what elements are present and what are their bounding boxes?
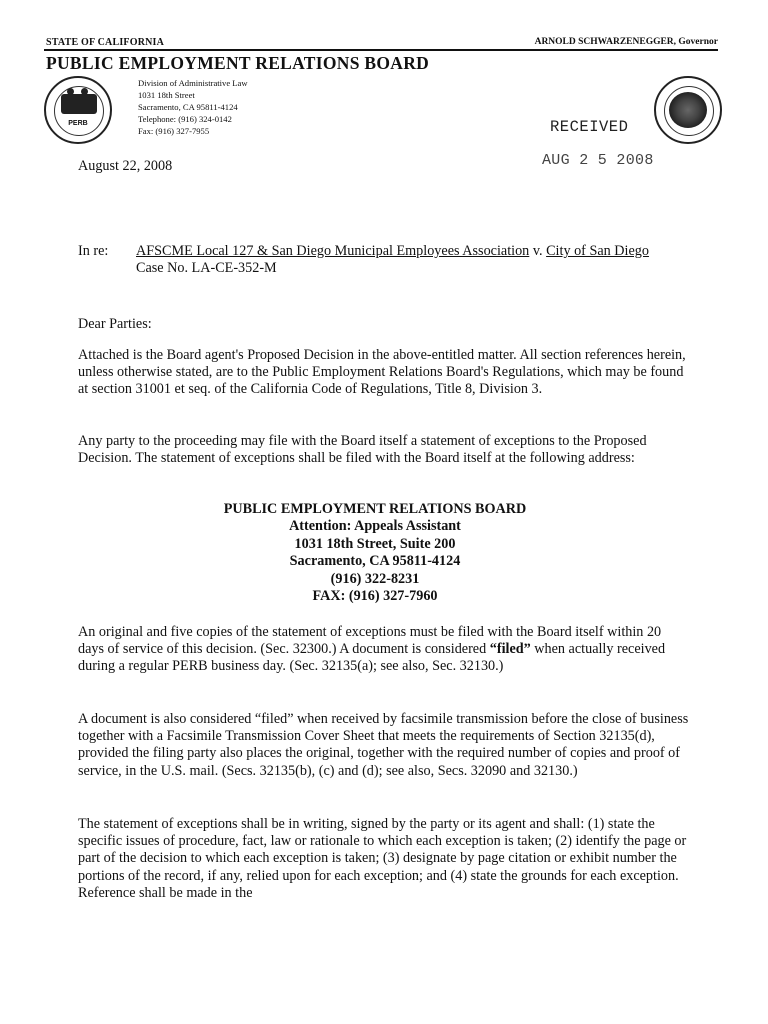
- case-number: Case No. LA-CE-352-M: [136, 260, 277, 277]
- paragraph-exception-requirements: The statement of exceptions shall be in writing, signed by the party or its agent and shall: (1) state the specific issues of procedure, fact, law or rationale to which each exception is taken; (2) identify the page or part of the decision to which each exception is taken; (3) designate by page citation or exhibit number the portions of the record, if any, relied upon for each exception; and (4) state the grounds for each exception. Reference shall be made in the: [78, 816, 687, 901]
- letter-date: August 22, 2008: [78, 158, 173, 174]
- header-rule: [44, 49, 718, 51]
- perb-seal-label: PERB: [68, 120, 88, 127]
- filing-address-line: FAX: (916) 327-7960: [312, 588, 438, 605]
- received-stamp: RECEIVED: [550, 118, 629, 136]
- office-address: [138, 77, 248, 137]
- office-fax: Fax: (916) 327-7955: [138, 126, 210, 136]
- filing-address-line: Attention: Appeals Assistant: [289, 518, 461, 535]
- state-of-california-header: STATE OF CALIFORNIA: [46, 37, 165, 48]
- respondent-name: City of San Diego: [546, 243, 649, 259]
- board-title: PUBLIC EMPLOYMENT RELATIONS BOARD: [46, 53, 430, 73]
- filing-address-block: [120, 501, 630, 605]
- received-stamp-date: AUG 2 5 2008: [542, 152, 654, 169]
- in-re-label: In re:: [78, 243, 109, 259]
- office-street: 1031 18th Street: [138, 90, 195, 100]
- filing-address-line: Sacramento, CA 95811-4124: [289, 553, 461, 570]
- filing-address-line: 1031 18th Street, Suite 200: [294, 535, 456, 552]
- division-name: Division of Administrative Law: [138, 78, 248, 88]
- case-caption: [136, 243, 676, 277]
- paragraph-text: when actually received during a regular PERB business day. (Sec. 32135(a); see also, Sec. 32130.): [78, 641, 666, 675]
- salutation: Dear Parties:: [78, 316, 152, 332]
- versus-text: v.: [529, 243, 547, 259]
- office-telephone: Telephone: (916) 324-0142: [138, 114, 232, 124]
- office-city: Sacramento, CA 95811-4124: [138, 102, 238, 112]
- paragraph-exceptions: Any party to the proceeding may file with the Board itself a statement of exceptions to the Proposed Decision. The statement of exceptions shall be filed with the Board itself at the following address:: [78, 433, 647, 467]
- filing-address-line: PUBLIC EMPLOYMENT RELATIONS BOARD: [223, 501, 527, 517]
- filed-emphasis: “filed”: [489, 641, 531, 658]
- case-title: AFSCME Local 127 & San Diego Municipal Employees Association: [136, 243, 530, 259]
- governor-name: ARNOLD SCHWARZENEGGER, Governor: [534, 37, 718, 47]
- filing-address-line: (916) 322-8231: [330, 570, 420, 587]
- paragraph-proposed-decision: Attached is the Board agent's Proposed Decision in the above-entitled matter. All section references herein, unless otherwise stated, are to the Public Employment Relations Board's Regulations, which may be found at section 31001 et seq. of the California Code of Regulations, Title 8, Division 3.: [78, 347, 686, 398]
- california-seal-icon: [654, 76, 722, 144]
- paragraph-facsimile: A document is also considered “filed” when received by facsimile transmission before the close of business together with a Facsimile Transmission Cover Sheet that meets the requirements of Section 32135(d), provided the filing party also places the original, together with the required number of copies and proof of service, in the U.S. mail. (Secs. 32135(b), (c) and (d); see also, Secs. 32090 and 32130.): [78, 711, 689, 779]
- paragraph-original-copies: [78, 624, 690, 676]
- perb-seal-icon: [44, 76, 112, 144]
- paragraph-text: An original and five copies of the statement of exceptions must be filed with the Board itself within 20 days of service of this decision. (Sec. 32300.) A document is considered: [78, 624, 662, 658]
